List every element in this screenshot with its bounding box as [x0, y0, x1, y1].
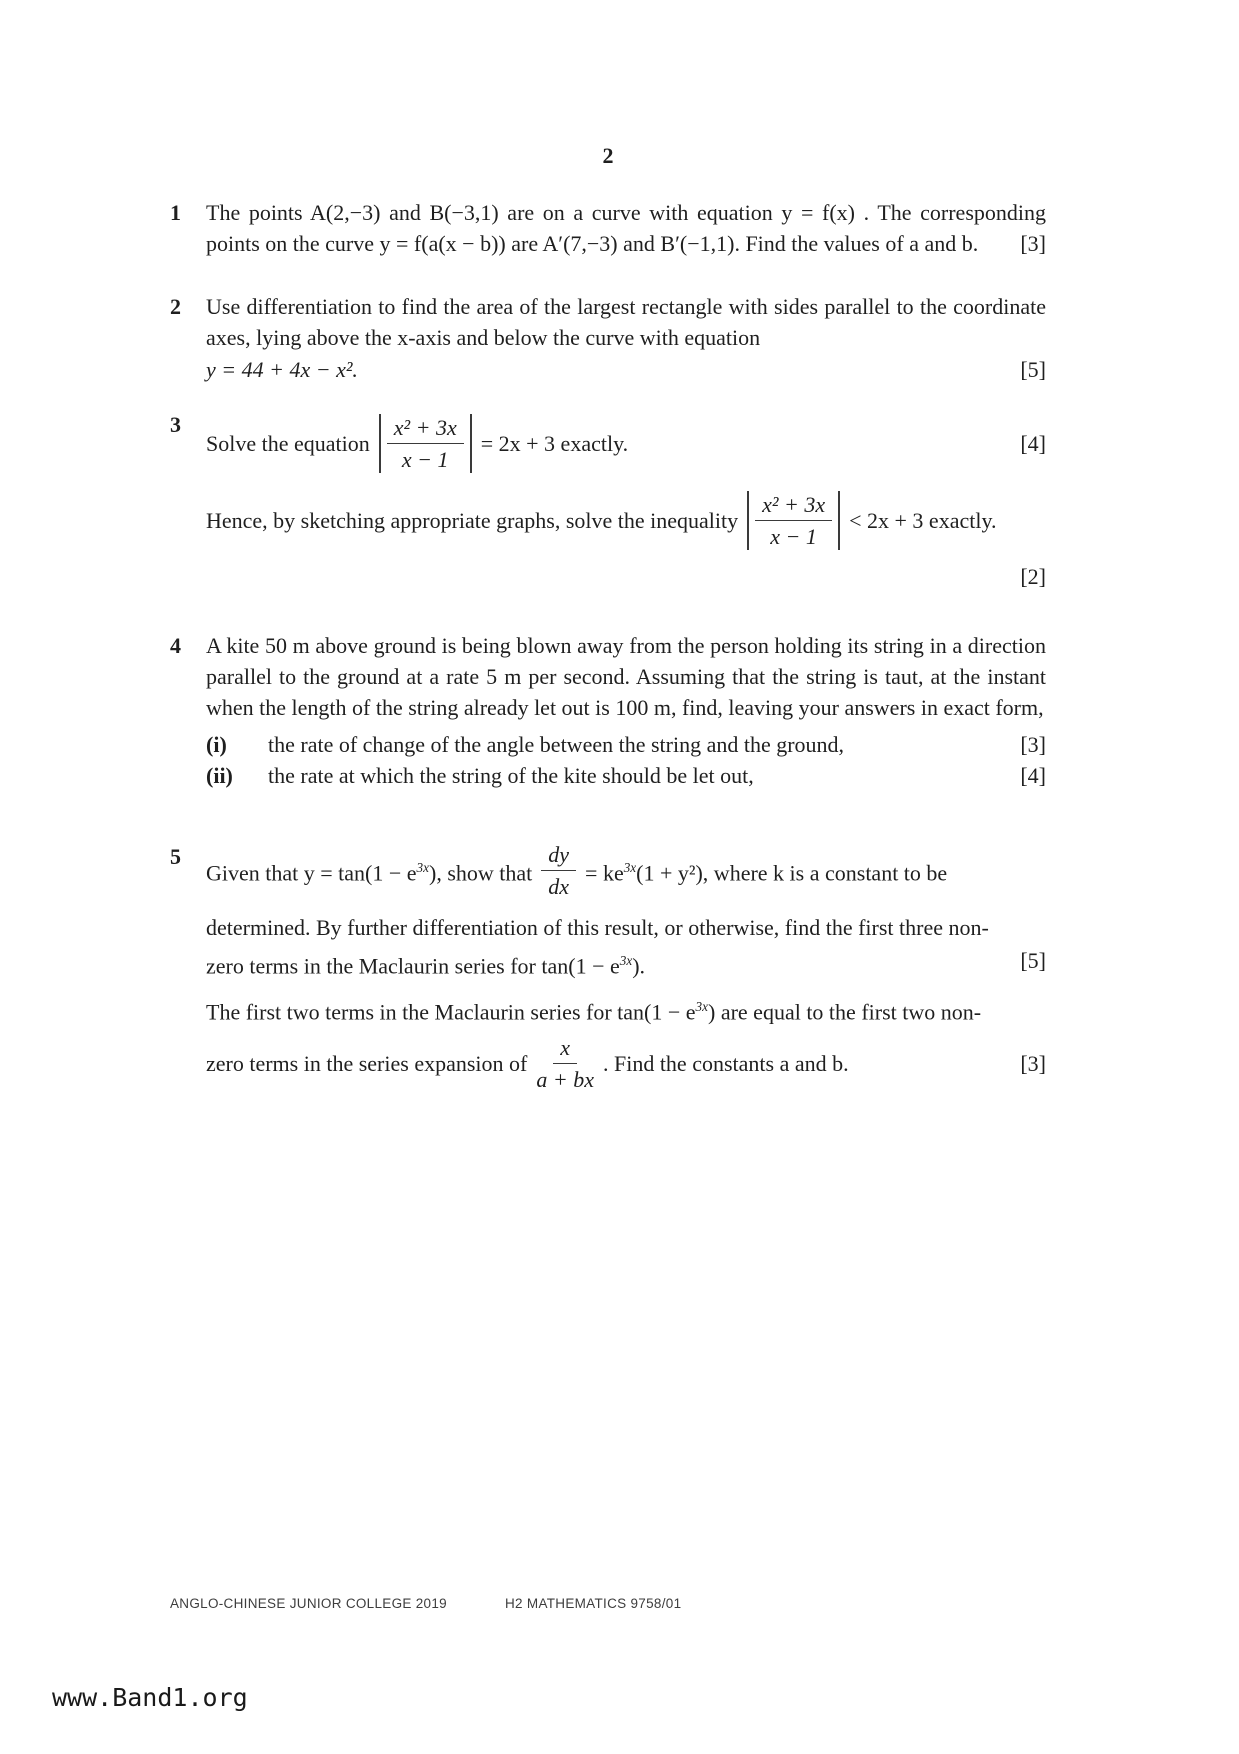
question-3-part2-marks: [2] [1020, 564, 1046, 589]
abs-bar-left [379, 414, 381, 473]
page-number: 2 [602, 143, 614, 168]
superscript-3x: 3x [695, 999, 708, 1015]
footer [170, 1588, 1046, 1619]
abs-bar-right [470, 414, 472, 473]
question-5 [170, 841, 1046, 1093]
question-1-text: The points A(2,−3) and B(−3,1) are on a curve with equation y = f(x) . The corresponding points on the curve y = f(a(x − b)) are A′(7,−3) and B′(−1,1). Find the values of a and b. [206, 200, 1046, 256]
item-label: (i) [206, 732, 227, 757]
abs-fraction [379, 409, 472, 478]
question-1-marks: [3] [1020, 231, 1046, 256]
question-3 [170, 409, 1046, 592]
question-4-item-i-marks: [3] [1020, 732, 1046, 757]
question-4-item-ii [206, 760, 1046, 791]
question-5-part1-marks: [5] [1020, 948, 1046, 973]
question-4 [170, 630, 1046, 791]
question-3-part1-marks: [4] [1020, 431, 1046, 456]
abs-fraction [747, 486, 840, 555]
question-5-part2-marks: [3] [1020, 1050, 1046, 1076]
question-2-marks: [5] [1020, 357, 1046, 382]
item-label: (ii) [206, 763, 233, 788]
question-5-part2-line2-b: . Find the constants a and b. [602, 1050, 849, 1076]
question-5-line2: determined. By further differentiation of this result, or otherwise, find the first three non- [206, 915, 989, 940]
question-5-line1-a: Given that $y = \tan(1 - e^{3x})$, show that [206, 860, 533, 886]
abs-bar-right [838, 491, 840, 550]
question-2-text: Use differentiation to find the area of the largest rectangle with sides parallel to the coordinate axes, lying above the x-axis and below the curve with equation [206, 294, 1046, 350]
fraction-denominator: x − 1 [401, 447, 449, 472]
item-text: the rate at which the string of the kite should be let out, [268, 763, 754, 788]
question-4-item-i [206, 729, 1046, 760]
question-5-part2-line1: The first two terms in the Maclaurin series for $\tan(1 - e^{3x})$ are equal to the first two non- [206, 999, 982, 1025]
item-text: the rate of change of the angle between the string and the ground, [268, 732, 845, 757]
footer-college: ANGLO-CHINESE JUNIOR COLLEGE 2019 [170, 1596, 447, 1611]
page-content [170, 0, 1046, 1093]
fraction-numerator: x² + 3x [387, 414, 464, 444]
question-3-part1 [206, 409, 1046, 478]
question-2-number: 2 [170, 294, 181, 319]
question-4-text: A kite 50 m above ground is being blown away from the person holding its string in a direction parallel to the ground at a rate 5 m per second. Assuming that the string is taut, at the instant when the length of the string already let out is 100 m, find, leaving your answers in exact form, [206, 633, 1046, 720]
footer-subject: H2 MATHEMATICS 9758/01 [504, 1596, 682, 1611]
fraction [755, 491, 832, 550]
question-5-part2-line2 [206, 1034, 1046, 1093]
fraction-numerator: x [553, 1034, 577, 1064]
question-2-equation: y = 44 + 4x − x². [206, 357, 358, 382]
fraction-numerator: x² + 3x [755, 491, 832, 521]
question-3-part1-lead: Solve the equation [206, 431, 370, 456]
fraction-denominator: dx [548, 874, 570, 899]
question-5-line1 [206, 841, 1046, 900]
question-5-part2-line2-a: zero terms in the series expansion of [206, 1050, 528, 1076]
fraction-x-abx [536, 1034, 594, 1093]
watermark-url: www.Band1.org [52, 1683, 248, 1712]
question-2 [170, 291, 1046, 385]
question-5-line3: [5] zero terms in the Maclaurin series for $\tan(1 - e^{3x})$. [206, 945, 1046, 981]
question-5-line1-b: = $ke^{3x}(1 + y^2)$, where k is a constant to be [585, 860, 948, 886]
question-3-part1-tail: = 2x + 3 exactly. [480, 431, 629, 456]
question-3-part2-tail: < 2x + 3 exactly. [849, 508, 997, 533]
question-1-number: 1 [170, 200, 181, 225]
superscript-3x: 3x [623, 860, 637, 876]
fraction-denominator: x − 1 [770, 524, 817, 549]
fraction [387, 414, 464, 473]
superscript-3x: 3x [619, 953, 633, 968]
question-3-part2-lead: Hence, by sketching appropriate graphs, solve the inequality [206, 508, 739, 533]
superscript-3x: 3x [416, 860, 429, 876]
abs-bar-left [747, 491, 749, 550]
fraction-denominator: a + bx [536, 1066, 594, 1092]
question-1 [170, 197, 1046, 259]
question-4-number: 4 [170, 633, 181, 658]
question-3-part2 [206, 486, 1046, 555]
question-4-item-ii-marks: [4] [1020, 763, 1046, 788]
question-3-number: 3 [170, 412, 181, 437]
fraction-numerator: dy [541, 841, 576, 871]
fraction-dy-dx [541, 841, 576, 900]
question-5-number: 5 [170, 844, 181, 869]
